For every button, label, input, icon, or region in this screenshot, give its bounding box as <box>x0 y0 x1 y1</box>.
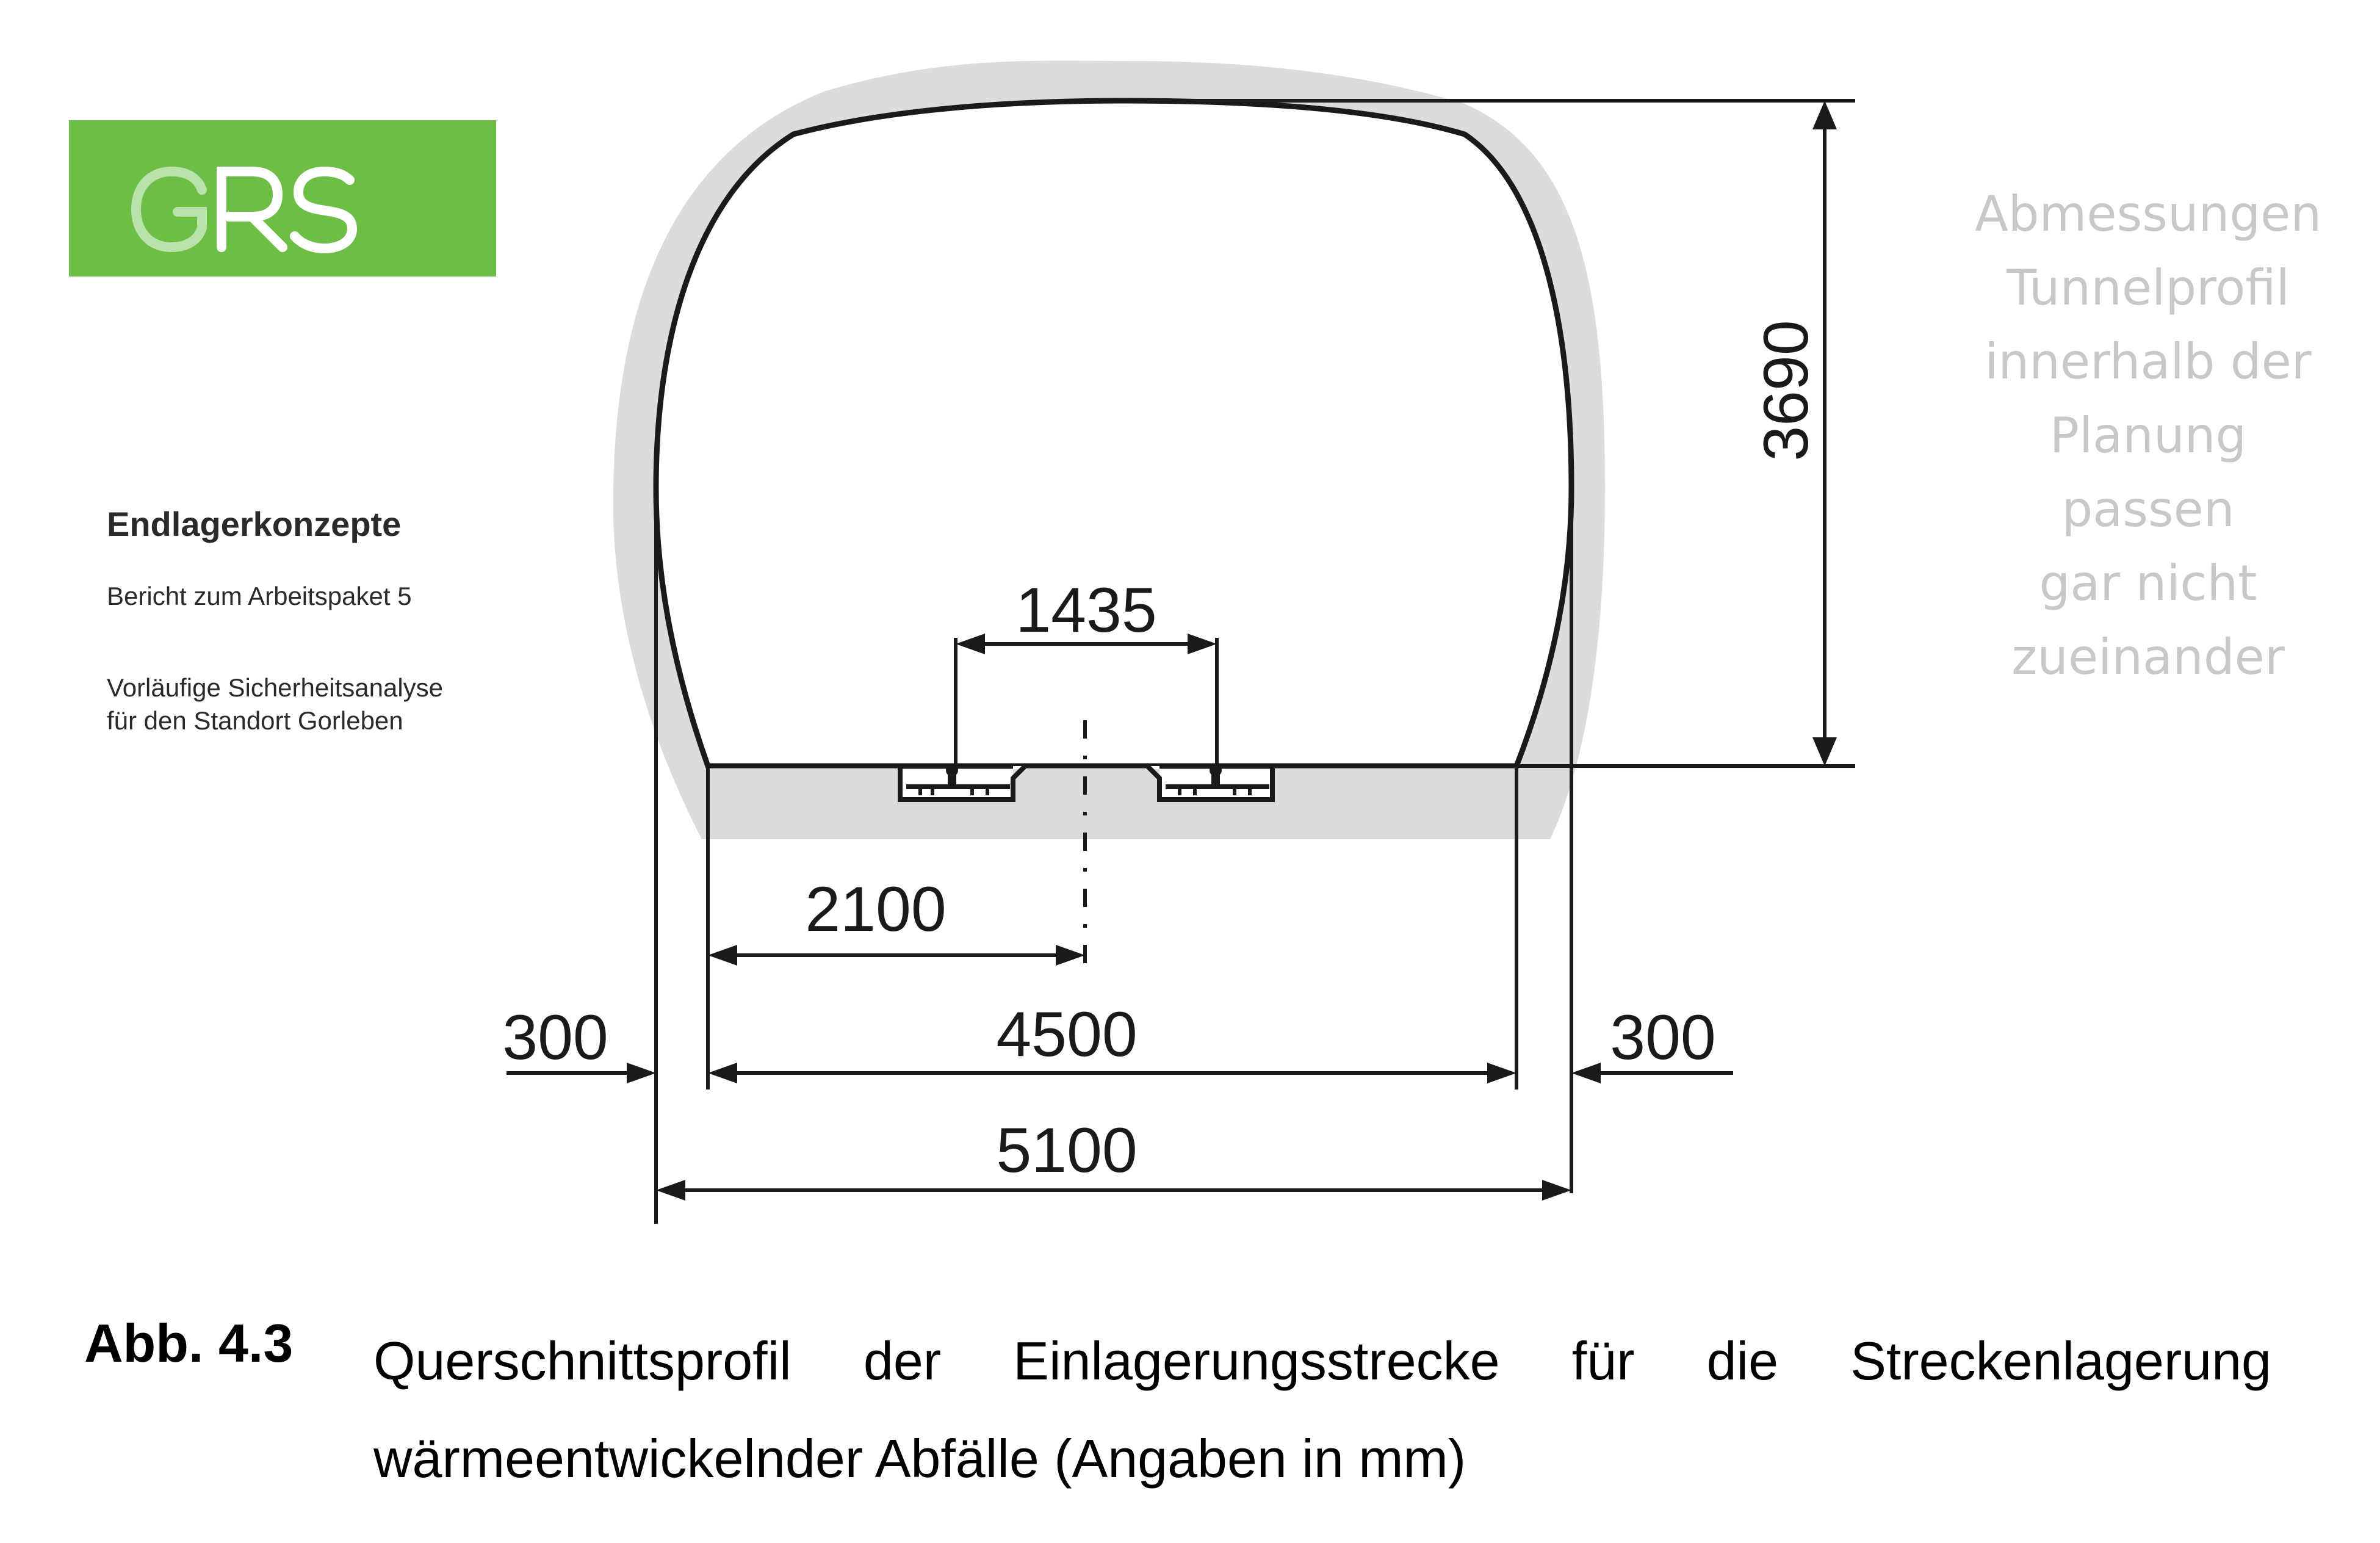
dim-right-lining-label: 300 <box>1610 1002 1716 1073</box>
location-line-1: Vorläufige Sicherheitsanalyse <box>107 673 444 702</box>
location-line-2: für den Standort Gorleben <box>107 706 403 735</box>
tunnel-interior <box>656 101 1571 766</box>
note-line: passen <box>2061 481 2235 538</box>
overlay-note <box>1947 177 2349 694</box>
note-line: zueinander <box>2011 629 2285 685</box>
dim-gauge-label: 1435 <box>1015 575 1157 646</box>
figure-label: Abb. 4.3 <box>84 1313 294 1373</box>
dim-outer-width-label: 5100 <box>996 1115 1138 1186</box>
figure-caption: Querschnittsprofil der Einlagerungsstrecke für die Streckenlagerung wärmeentwickelnder Abfälle (Angaben in mm) <box>373 1331 2271 1489</box>
note-line: innerhalb der <box>1985 333 2312 390</box>
note-line: Tunnelprofil <box>2007 259 2290 316</box>
note-line: Abmessungen <box>1974 186 2322 242</box>
note-line: gar nicht <box>2039 555 2257 612</box>
note-line: Planung <box>2049 407 2247 464</box>
document-subtitle: Bericht zum Arbeitspaket 5 <box>107 582 412 610</box>
dim-inner-width-label: 4500 <box>996 999 1138 1070</box>
dim-left-lining-label: 300 <box>502 1002 608 1073</box>
document-title: Endlagerkonzepte <box>107 505 402 543</box>
dim-height-label: 3690 <box>1751 320 1822 461</box>
dim-center-offset-label: 2100 <box>805 874 947 945</box>
